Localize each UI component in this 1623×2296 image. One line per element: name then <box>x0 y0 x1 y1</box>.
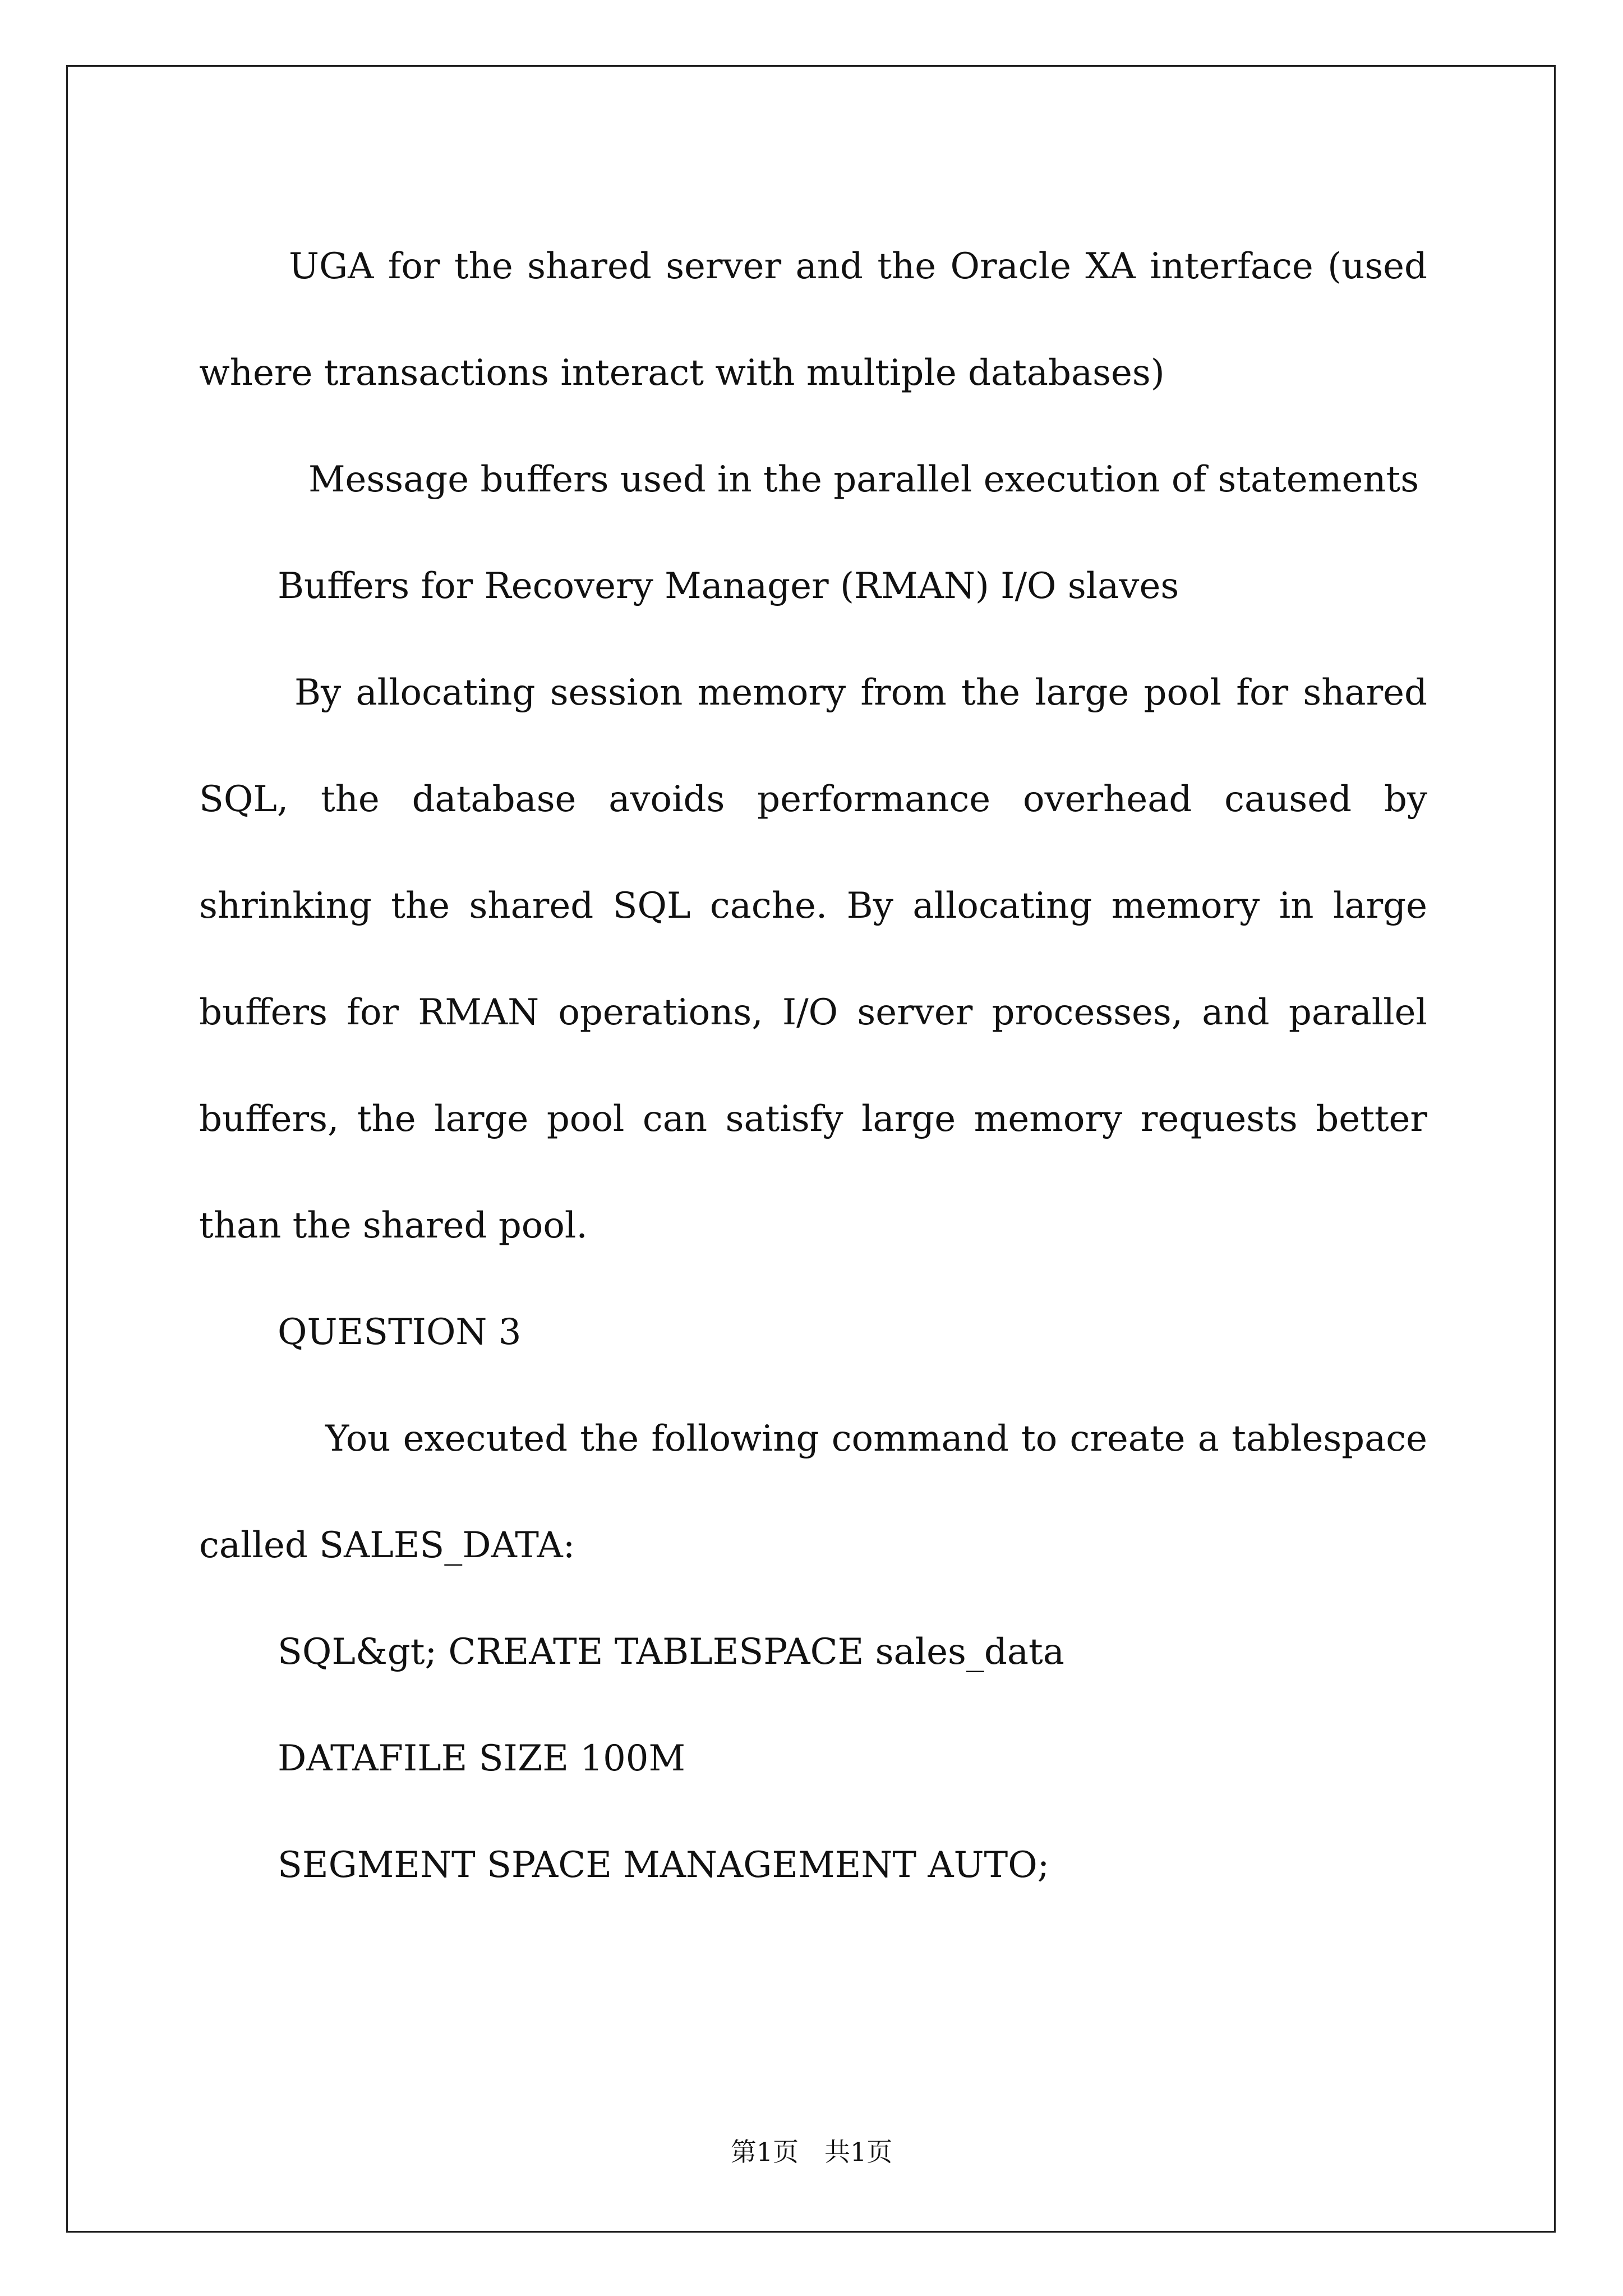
sql-line-3: SEGMENT SPACE MANAGEMENT AUTO; <box>278 1844 1050 1886</box>
sql-line-1: SQL&gt; CREATE TABLESPACE sales_data <box>278 1631 1064 1673</box>
paragraph-message-buffers: Message buffers used in the parallel execution of statements <box>308 459 1419 500</box>
paragraph-large-pool: By allocating session memory from the large pool for shared SQL, the database avoids performance overhead caused by shrinking the shared SQL cache. By allocating memory in large buffers for RMAN operations, I/O server processes, and parallel buffers, the large pool can satisfy large memory requests better than the shared pool. <box>199 672 1427 1246</box>
question-heading: QUESTION 3 <box>278 1312 522 1353</box>
paragraph-rman-buffers: Buffers for Recovery Manager (RMAN) I/O slaves <box>278 565 1179 607</box>
paragraph-uga: UGA for the shared server and the Oracle XA interface (used where transactions interact with multiple databases) <box>199 246 1427 394</box>
sql-line-2: DATAFILE SIZE 100M <box>278 1738 686 1779</box>
question-text: You executed the following command to create a tablespace called SALES_DATA: <box>199 1418 1427 1566</box>
document-body <box>199 213 1427 1918</box>
page-footer: 第1页 共1页 <box>730 2137 893 2167</box>
